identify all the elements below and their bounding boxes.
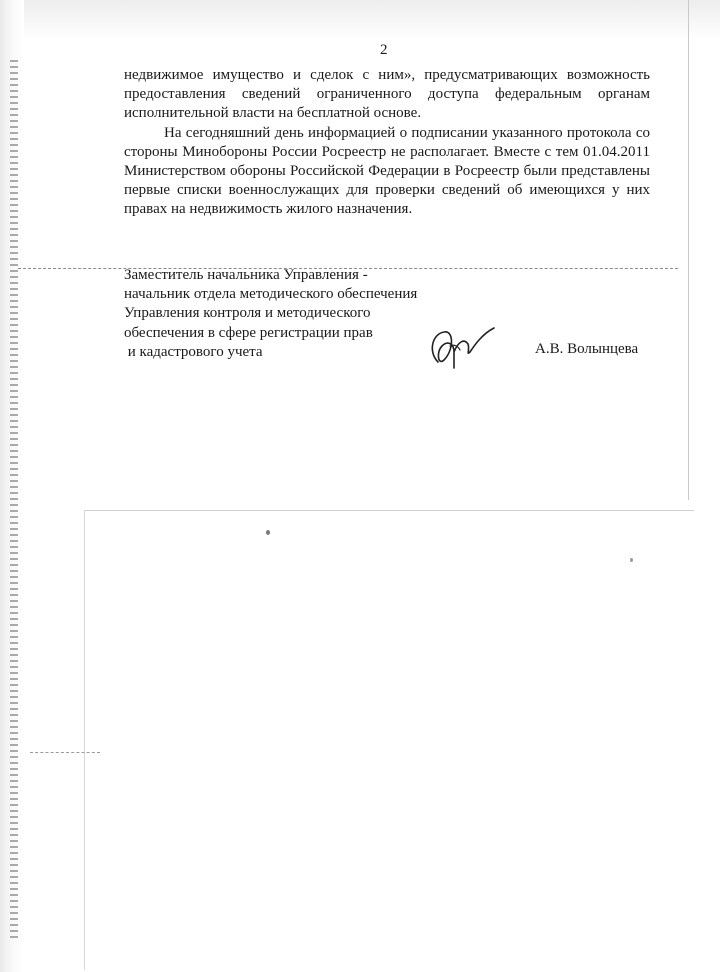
position-line: Заместитель начальника Управления - — [124, 267, 368, 283]
scan-dash-marks — [10, 60, 18, 940]
body-text — [124, 66, 650, 220]
position-line: обеспечения в сфере регистрации прав — [124, 324, 373, 341]
second-sheet-left-edge — [84, 510, 85, 970]
position-line: и кадастрового учета — [124, 343, 263, 360]
position-line: начальник отдела методического обеспечения — [124, 286, 418, 303]
page-number: 2 — [380, 42, 388, 58]
scan-speck — [266, 530, 270, 535]
scan-shadow-top — [0, 0, 720, 40]
scan-speck — [630, 558, 633, 562]
position-line: Управления контроля и методического — [124, 305, 371, 322]
handwritten-signature — [424, 322, 514, 372]
scan-dashed-line-small — [30, 752, 100, 753]
paragraph-protocol-status: На сегодняшний день информацией о подписании указанного протокола со стороны Минобороны России Росреестр не располагает. Вместе с тем 01.04.2011 Министерством обороны Российской Федерации в Росреестр были представлены первые списки военнослужащих для проверки сведений об имеющихся у них правах на недвижимость жилого назначения. — [124, 124, 650, 218]
paragraph-continuation: недвижимое имущество и сделок с ним», предусматривающих возможность предоставления сведений ограниченного доступа федеральным органам исполнительной власти на бесплатной основе. — [124, 67, 650, 122]
signatory-position — [124, 266, 444, 362]
page-edge-right — [688, 0, 689, 500]
signatory-name: А.В. Волынцева — [535, 341, 639, 357]
second-sheet-top-edge — [84, 510, 694, 511]
